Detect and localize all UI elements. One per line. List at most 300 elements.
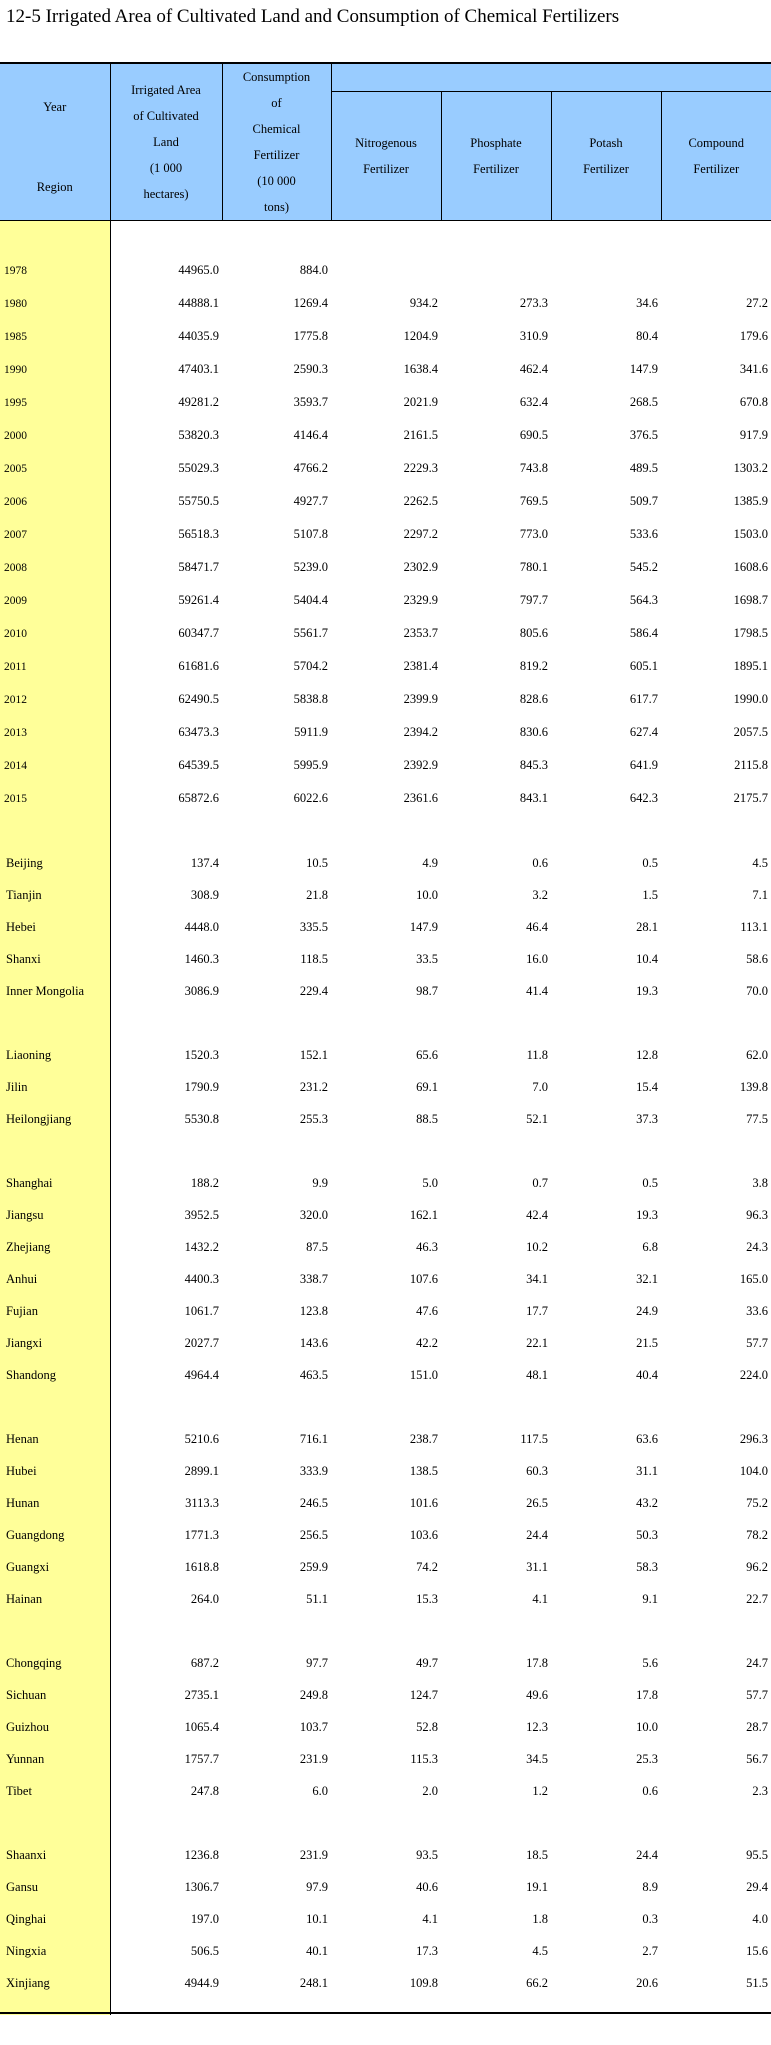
table-row [0,1551,771,1583]
row-label-text: 2000 [4,429,27,442]
value-cell: 57.7 [746,1687,768,1702]
value-cell [661,254,771,287]
table-row [0,650,771,683]
header-line: Fertilizer [583,161,629,176]
value-cell: 1303.2 [733,461,768,475]
spacer-cell [331,1391,441,1423]
value-cell: 545.2 [629,560,658,574]
region-label [0,879,110,911]
value-cell: 335.5 [299,919,328,934]
value-cell: 310.9 [519,329,548,343]
value-cell: 97.7 [306,1655,328,1670]
value-cell: 1.5 [642,887,658,902]
value-cell: 830.6 [519,725,548,739]
value-cell: 63.6 [636,1431,658,1446]
value-cell: 249.8 [299,1687,328,1702]
table-row [0,683,771,716]
value-cell: 59261.4 [178,593,219,607]
value-cell: 5704.2 [293,659,328,673]
value-cell: 21.8 [306,887,328,902]
value-cell: 1790.9 [184,1079,219,1094]
value-cell: 96.3 [746,1207,768,1222]
header-line: tons) [264,200,289,214]
spacer-cell [222,1807,331,1839]
value-cell: 1775.8 [293,329,328,343]
region-label [0,1103,110,1135]
spacer-cell [0,1807,110,1839]
value-cell: 5404.4 [293,593,328,607]
value-cell: 7.0 [532,1079,548,1094]
value-cell: 605.1 [629,659,658,673]
row-label-text: Zhejiang [6,1239,51,1254]
year-label [0,551,110,584]
value-cell: 0.6 [532,855,548,870]
region-label [0,1711,110,1743]
value-cell: 2361.6 [403,791,438,805]
value-cell: 98.7 [416,983,438,998]
region-label [0,1871,110,1903]
row-label-text: 2014 [4,759,27,772]
value-cell: 10.0 [416,887,438,902]
value-cell: 1618.8 [184,1559,219,1574]
value-cell: 58471.7 [178,560,219,574]
region-label [0,1839,110,1871]
value-cell: 18.5 [526,1847,548,1862]
value-cell: 2392.9 [403,758,438,772]
table-row [0,452,771,485]
value-cell: 2394.2 [403,725,438,739]
value-cell: 2115.8 [734,758,768,772]
row-label-text: 2005 [4,462,27,475]
year-label [0,353,110,386]
table-row [0,1903,771,1935]
value-cell: 7.1 [752,887,768,902]
region-label [0,1935,110,1967]
spacer-cell [331,1615,441,1647]
data-table-container [0,62,771,2015]
header-line: hectares) [143,187,189,201]
value-cell: 3952.5 [184,1207,219,1222]
region-label [0,975,110,1007]
header-group-spacer [331,63,771,91]
row-label-text: Qinghai [6,1911,47,1926]
table-row [0,782,771,815]
value-cell: 33.5 [416,951,438,966]
value-cell: 341.6 [739,362,768,376]
year-label [0,617,110,650]
value-cell: 2329.9 [403,593,438,607]
header-line: Consumption [242,70,311,84]
table-row [0,1167,771,1199]
value-cell: 4.1 [422,1911,438,1926]
row-label-text: Sichuan [6,1687,47,1702]
value-cell: 4766.2 [293,461,328,475]
spacer-row [0,1807,771,1839]
row-label-text: 2015 [4,792,27,805]
value-cell: 6.0 [312,1783,328,1798]
spacer-cell [551,1007,661,1039]
table-row [0,1775,771,1807]
value-cell: 12.3 [526,1719,548,1734]
value-cell: 52.8 [416,1719,438,1734]
year-label [0,254,110,287]
row-label-text: Hunan [6,1495,40,1510]
table-row [0,1455,771,1487]
value-cell: 40.6 [416,1879,438,1894]
table-row [0,485,771,518]
value-cell: 1520.3 [184,1047,219,1062]
value-cell: 52.1 [526,1111,548,1126]
row-label-text: 2007 [4,528,27,541]
value-cell: 5561.7 [293,626,328,640]
spacer-cell [110,1615,222,1647]
value-cell: 1990.0 [733,692,768,706]
value-cell: 5911.9 [294,725,328,739]
value-cell: 229.4 [299,983,328,998]
value-cell: 162.1 [409,1207,438,1222]
table-row [0,1487,771,1519]
value-cell: 687.2 [190,1655,219,1670]
row-label-text: Jilin [6,1079,28,1094]
spacer-cell [0,1135,110,1167]
table-header [0,63,771,221]
table-row [0,419,771,452]
value-cell: 1.2 [532,1783,548,1798]
spacer-cell [441,221,551,254]
row-label-text: 2009 [4,594,27,607]
value-cell: 19.3 [636,983,658,998]
table-body [0,221,771,2015]
value-cell: 10.4 [636,951,658,966]
value-cell: 101.6 [409,1495,438,1510]
value-cell: 4.5 [532,1943,548,1958]
value-cell: 65.6 [416,1047,438,1062]
value-cell: 31.1 [526,1559,548,1574]
value-cell: 49281.2 [178,395,219,409]
value-cell: 509.7 [629,494,658,508]
header-line: Potash [589,135,623,150]
spacer-cell [661,221,771,254]
table-row [0,1871,771,1903]
value-cell: 1.8 [532,1911,548,1926]
region-label [0,1263,110,1295]
value-cell: 5.6 [642,1655,658,1670]
row-label-text: Shanghai [6,1175,53,1190]
value-cell: 2.3 [752,1783,768,1798]
value-cell: 2021.9 [403,395,438,409]
table-row [0,254,771,287]
value-cell: 49.6 [526,1687,548,1702]
value-cell: 34.5 [526,1751,548,1766]
value-cell: 44965.0 [178,263,219,277]
value-cell: 797.7 [519,593,548,607]
row-label-text: Chongqing [6,1655,62,1670]
header-line: Land [153,135,179,149]
value-cell: 147.9 [629,362,658,376]
value-cell: 61681.6 [178,659,219,673]
table-row [0,847,771,879]
value-cell: 10.2 [526,1239,548,1254]
value-cell: 0.6 [642,1783,658,1798]
value-cell: 3593.7 [293,395,328,409]
region-label [0,1039,110,1071]
value-cell: 53820.3 [178,428,219,442]
row-label-text: Anhui [6,1271,38,1286]
bottom-rule [0,2012,771,2014]
value-cell: 43.2 [636,1495,658,1510]
value-cell: 103.7 [299,1719,328,1734]
year-label [0,584,110,617]
value-cell: 3.2 [532,887,548,902]
value-cell: 632.4 [519,395,548,409]
value-cell: 19.3 [636,1207,658,1222]
value-cell: 9.1 [642,1591,658,1606]
region-label [0,1231,110,1263]
value-cell: 44035.9 [178,329,219,343]
header-line: Nitrogenous [355,135,417,150]
spacer-cell [661,1807,771,1839]
value-cell: 27.2 [746,296,768,310]
value-cell: 5210.6 [184,1431,219,1446]
spacer-cell [110,221,222,254]
value-cell: 4400.3 [184,1271,219,1286]
value-cell: 843.1 [519,791,548,805]
header-compound [661,91,771,220]
value-cell: 124.7 [409,1687,438,1702]
value-cell: 95.5 [746,1847,768,1862]
year-label [0,518,110,551]
table-row [0,1295,771,1327]
value-cell: 96.2 [746,1559,768,1574]
table-row [0,1519,771,1551]
row-label-text: Shanxi [6,951,41,966]
row-label-text: Inner Mongolia [6,983,85,998]
value-cell: 780.1 [519,560,548,574]
table-row [0,1327,771,1359]
value-cell: 19.1 [526,1879,548,1894]
spacer-cell [551,815,661,847]
value-cell: 118.5 [300,951,328,966]
header-line: of Cultivated [133,109,199,123]
region-label [0,847,110,879]
row-label-text: Gansu [6,1879,38,1894]
value-cell: 2735.1 [184,1687,219,1702]
table-row [0,1679,771,1711]
fertilizer-table [0,62,771,2015]
row-label-text: Xinjiang [6,1975,50,1990]
header-line: (10 000 [257,174,296,188]
spacer-row [0,1007,771,1039]
spacer-cell [331,1807,441,1839]
spacer-cell [551,221,661,254]
value-cell: 63473.3 [178,725,219,739]
value-cell: 1306.7 [184,1879,219,1894]
value-cell: 670.8 [739,395,768,409]
value-cell: 586.4 [629,626,658,640]
value-cell: 1638.4 [403,362,438,376]
region-label [0,1967,110,1999]
region-label [0,1775,110,1807]
value-cell: 21.5 [636,1335,658,1350]
value-cell: 11.8 [526,1047,548,1062]
value-cell: 9.9 [312,1175,328,1190]
value-cell: 56.7 [746,1751,768,1766]
spacer-cell [551,1391,661,1423]
spacer-cell [110,1807,222,1839]
header-region: Region [36,180,73,194]
spacer-cell [222,1007,331,1039]
value-cell: 1771.3 [184,1527,219,1542]
value-cell: 2262.5 [403,494,438,508]
region-label [0,1199,110,1231]
value-cell: 50.3 [636,1527,658,1542]
value-cell: 109.8 [409,1975,438,1990]
value-cell: 58.6 [746,951,768,966]
table-row [0,1359,771,1391]
value-cell: 255.3 [299,1111,328,1126]
table-row [0,1583,771,1615]
value-cell: 248.1 [299,1975,328,1990]
value-cell: 137.4 [190,855,219,870]
value-cell: 1895.1 [733,659,768,673]
value-cell: 773.0 [519,527,548,541]
region-label [0,1519,110,1551]
value-cell: 2027.7 [184,1335,219,1350]
spacer-cell [441,1615,551,1647]
value-cell: 46.4 [526,919,548,934]
spacer-cell [110,1007,222,1039]
value-cell: 97.9 [306,1879,328,1894]
value-cell: 48.1 [526,1367,548,1382]
spacer-cell [110,815,222,847]
value-cell: 1608.6 [733,560,768,574]
spacer-cell [441,1007,551,1039]
spacer-cell [661,815,771,847]
region-label [0,1647,110,1679]
row-label-text: Fujian [6,1303,38,1318]
value-cell: 22.1 [526,1335,548,1350]
value-cell: 24.7 [746,1655,768,1670]
value-cell: 28.7 [746,1719,768,1734]
value-cell: 16.0 [526,951,548,966]
value-cell: 152.1 [299,1047,328,1062]
table-row [0,386,771,419]
value-cell: 1269.4 [293,296,328,310]
table-row [0,1647,771,1679]
table-row [0,975,771,1007]
value-cell: 51.1 [306,1591,328,1606]
value-cell: 564.3 [629,593,658,607]
value-cell: 489.5 [629,461,658,475]
row-label-text: 1980 [4,297,27,310]
spacer-cell [331,815,441,847]
value-cell: 77.5 [746,1111,768,1126]
header-line: Fertilizer [693,161,740,176]
value-cell: 2.7 [642,1943,658,1958]
value-cell: 4.0 [752,1911,768,1926]
table-row [0,1231,771,1263]
row-label-text: Henan [6,1431,39,1446]
value-cell: 2175.7 [733,791,768,805]
value-cell [331,254,441,287]
value-cell: 743.8 [519,461,548,475]
value-cell: 934.2 [409,296,438,310]
region-label [0,1903,110,1935]
value-cell: 55029.3 [178,461,219,475]
value-cell: 1698.7 [733,593,768,607]
row-label-text: Tianjin [6,887,42,902]
value-cell: 143.6 [299,1335,328,1350]
value-cell: 506.5 [190,1943,219,1958]
header-irrigated-area [110,63,222,221]
region-label [0,1359,110,1391]
value-cell: 224.0 [739,1367,768,1382]
value-cell: 0.5 [642,855,658,870]
value-cell: 884.0 [299,263,328,277]
row-label-text: Hainan [6,1591,43,1606]
value-cell: 463.5 [299,1367,328,1382]
region-label [0,1679,110,1711]
value-cell: 33.6 [746,1303,768,1318]
spacer-cell [661,1135,771,1167]
value-cell: 80.4 [636,329,658,343]
table-row [0,1711,771,1743]
row-label-text: 2013 [4,726,27,739]
spacer-cell [0,1615,110,1647]
value-cell: 1757.7 [184,1751,219,1766]
value-cell: 69.1 [416,1079,438,1094]
spacer-cell [441,1807,551,1839]
value-cell: 65872.6 [178,791,219,805]
value-cell: 113.1 [740,919,768,934]
table-row [0,1743,771,1775]
header-line: Chemical [252,122,301,136]
spacer-row [0,1135,771,1167]
value-cell: 42.4 [526,1207,548,1222]
row-label-text: Liaoning [6,1047,52,1062]
value-cell: 62.0 [746,1047,768,1062]
value-cell: 20.6 [636,1975,658,1990]
row-label-text: 2008 [4,561,27,574]
header-nitrogenous [331,91,441,220]
value-cell: 32.1 [636,1271,658,1286]
value-cell: 60347.7 [178,626,219,640]
value-cell: 1460.3 [184,951,219,966]
value-cell: 10.1 [306,1911,328,1926]
region-label [0,1167,110,1199]
region-label [0,911,110,943]
header-line: (1 000 [149,161,183,175]
value-cell: 55750.5 [178,494,219,508]
spacer-cell [0,1391,110,1423]
value-cell: 376.5 [629,428,658,442]
value-cell: 690.5 [519,428,548,442]
header-phosphate [441,91,551,220]
value-cell: 24.4 [636,1847,658,1862]
value-cell: 34.1 [526,1271,548,1286]
value-cell: 238.7 [409,1431,438,1446]
value-cell: 123.8 [299,1303,328,1318]
year-label [0,485,110,518]
value-cell: 3.8 [752,1175,768,1190]
spacer-cell [661,1391,771,1423]
year-label [0,749,110,782]
spacer-cell [222,815,331,847]
value-cell: 917.9 [739,428,768,442]
table-row [0,1935,771,1967]
value-cell: 2899.1 [184,1463,219,1478]
value-cell: 1061.7 [184,1303,219,1318]
